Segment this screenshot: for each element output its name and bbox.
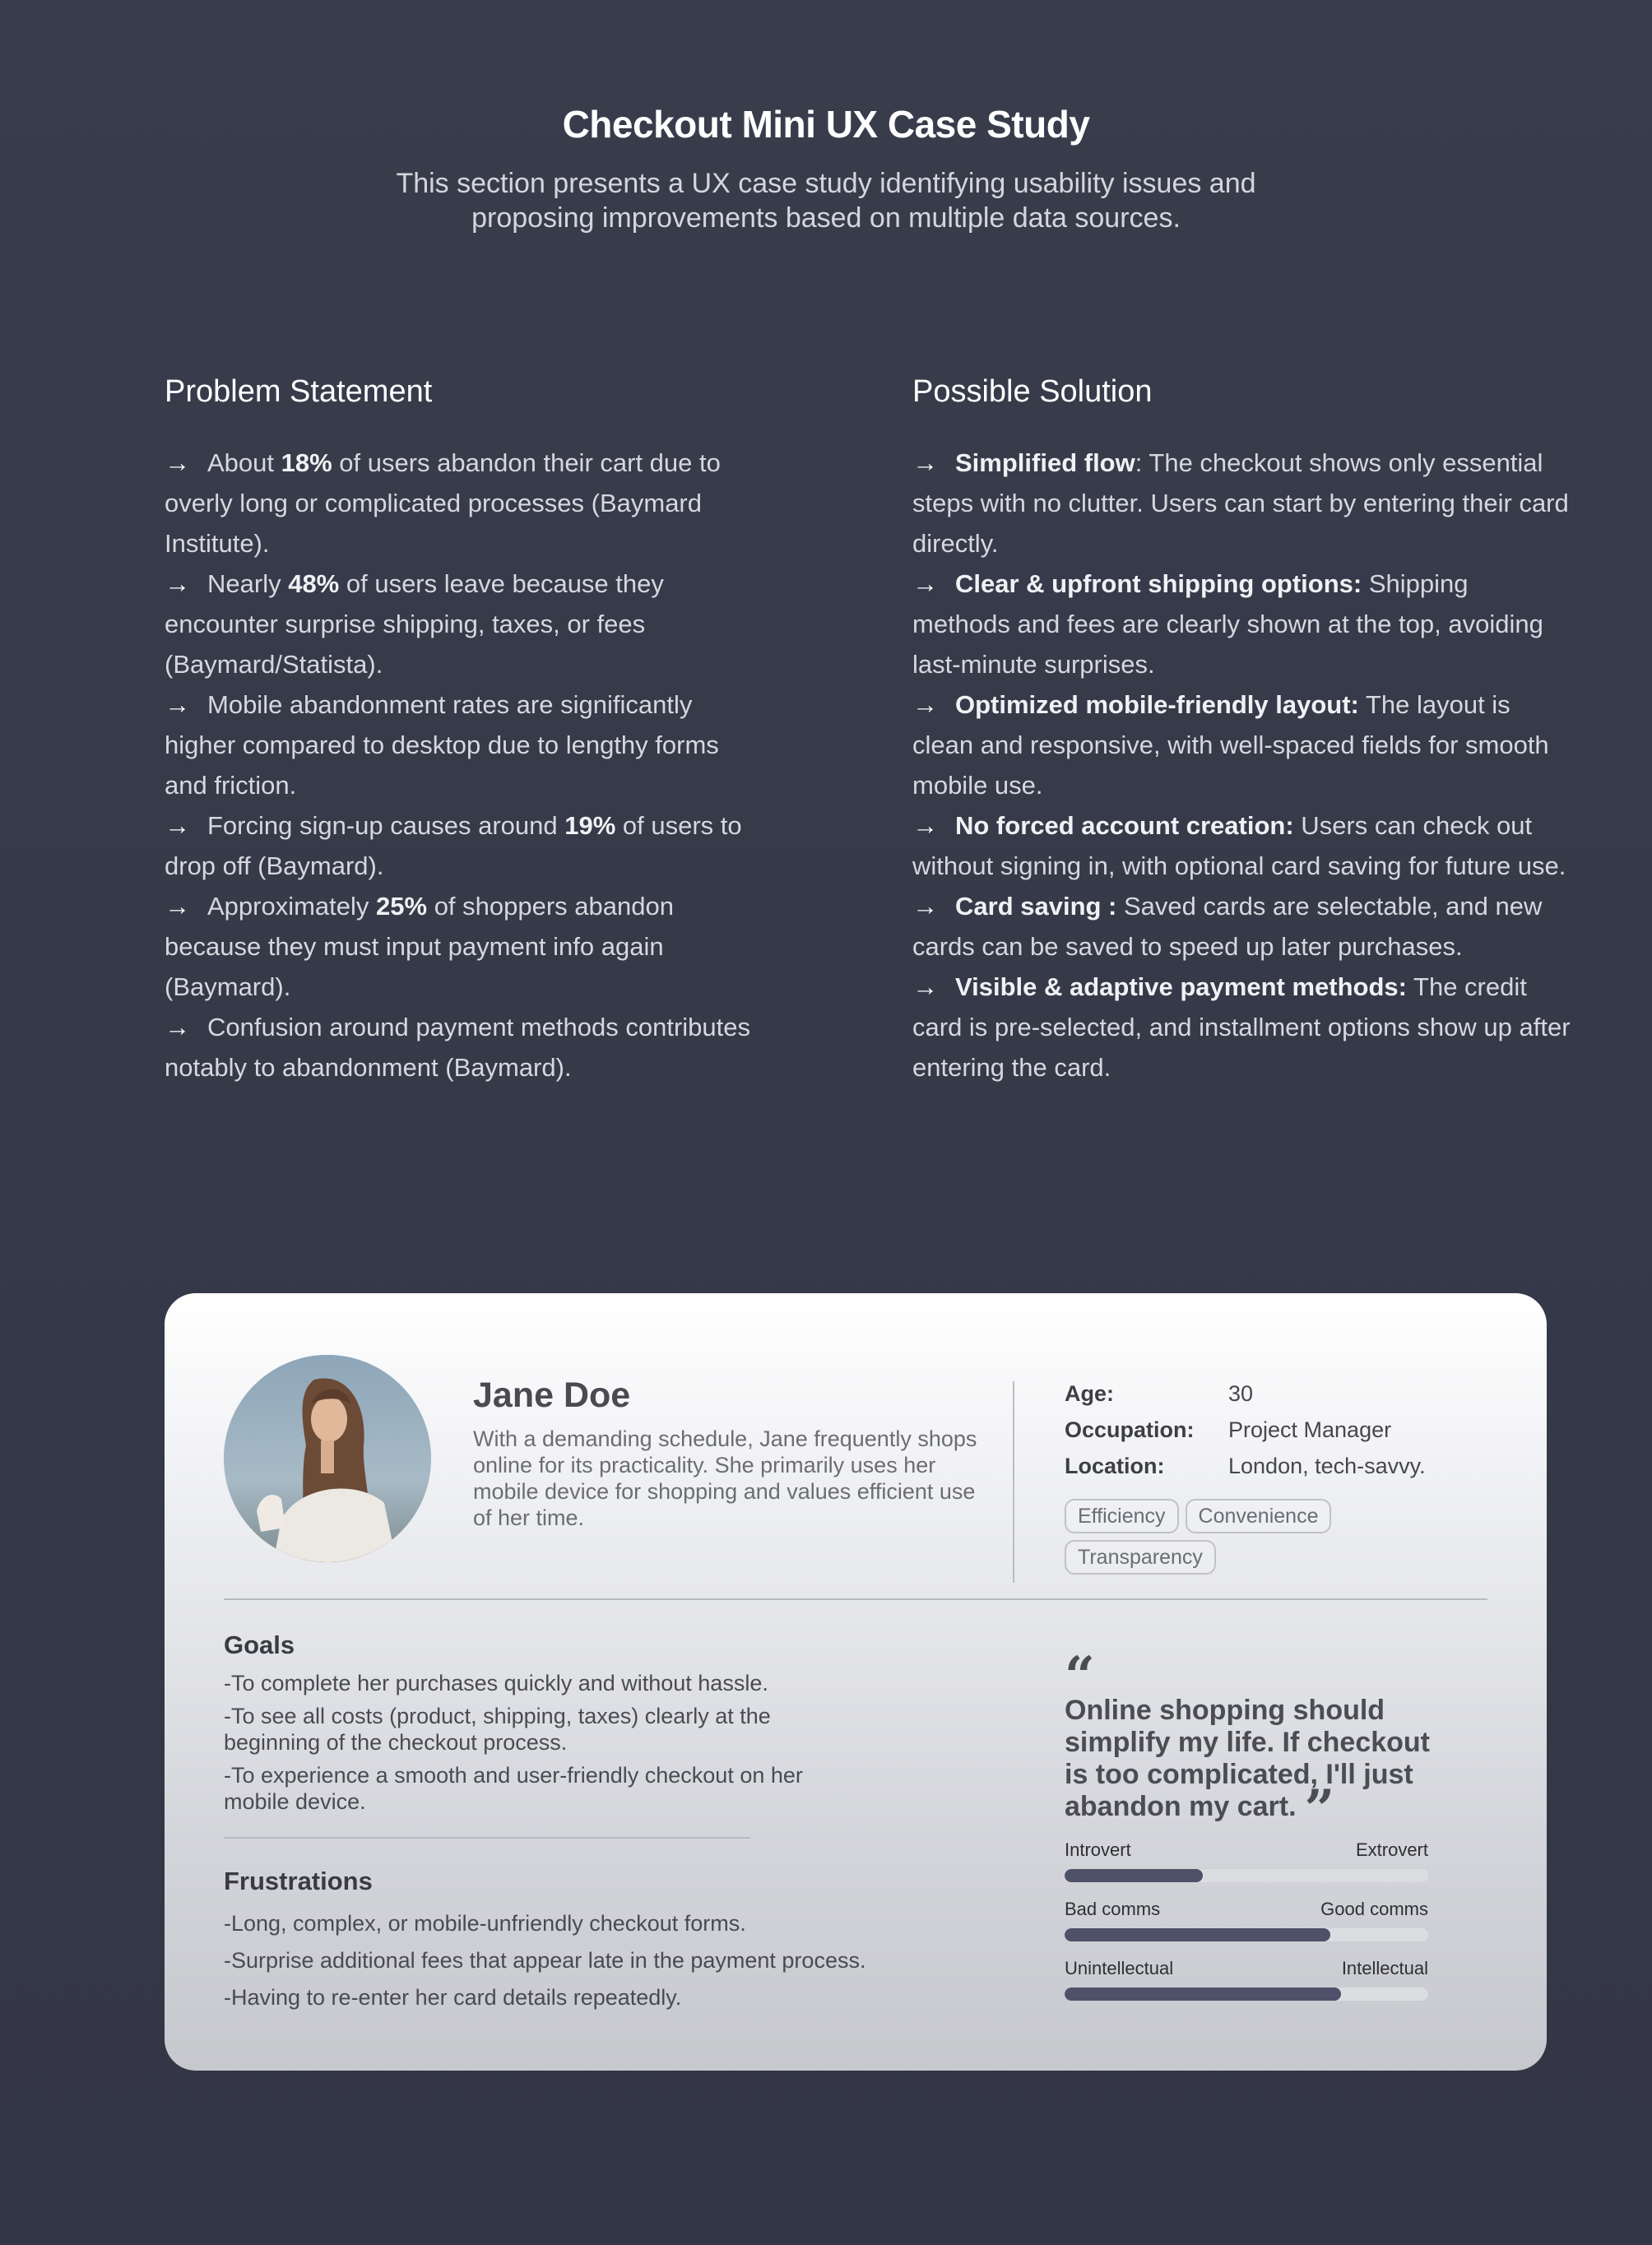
problem-item-post: of users to drop off (Baymard).	[165, 811, 742, 880]
fact-value: 30	[1228, 1381, 1254, 1406]
trait-track	[1065, 1869, 1428, 1882]
solution-item	[912, 564, 1571, 684]
persona-facts	[1065, 1375, 1426, 1484]
quote-text: Online shopping should simplify my life. If checkout is too complicated, I'll just abandon my cart.	[1065, 1695, 1431, 1822]
trait-fill	[1065, 1869, 1203, 1882]
solution-item	[912, 684, 1571, 805]
personality-sliders	[1065, 1839, 1428, 2017]
page-subtitle: This section presents a UX case study identifying usability issues and proposing improvements based on multiple data sources.	[396, 168, 1256, 234]
solution-item	[912, 443, 1571, 564]
solution-item-bold: No forced account creation:	[955, 811, 1294, 840]
goals-title: Goals	[224, 1630, 295, 1659]
avatar	[224, 1355, 431, 1562]
problem-item	[165, 886, 757, 1007]
right-arrow-icon: →	[912, 448, 938, 477]
frustrations-title: Frustrations	[224, 1867, 373, 1895]
fact-occupation	[1065, 1412, 1426, 1448]
fact-age	[1065, 1375, 1426, 1412]
solution-item-post: The layout is clean and responsive, with well-spaced fields for smooth mobile use.	[912, 690, 1549, 800]
right-arrow-icon: →	[165, 1013, 190, 1041]
open-quote-icon: “	[1065, 1645, 1095, 1707]
solution-item-bold: Simplified flow	[955, 448, 1135, 477]
right-arrow-icon: →	[165, 569, 190, 598]
problem-statement-title: Problem Statement	[165, 374, 433, 409]
solution-item-bold: Optimized mobile-friendly layout:	[955, 690, 1359, 719]
problem-item-post: of users leave because they encounter surprise shipping, taxes, or fees (Baymard/Statista).	[165, 569, 664, 679]
trait-left-label: Bad comms	[1065, 1899, 1161, 1919]
problem-statement-section	[165, 374, 757, 1088]
tag-efficiency: Efficiency	[1065, 1499, 1179, 1533]
problem-item-bold: 18%	[281, 448, 332, 477]
trait-slider-introvert-extrovert	[1065, 1839, 1428, 1882]
persona-name: Jane Doe	[473, 1375, 631, 1415]
tag-transparency: Transparency	[1065, 1540, 1216, 1575]
problem-item	[165, 564, 757, 684]
solution-list	[912, 443, 1571, 1088]
header	[0, 102, 1652, 235]
right-arrow-icon: →	[912, 811, 938, 840]
possible-solution-title: Possible Solution	[912, 374, 1153, 409]
persona-bio: With a demanding schedule, Jane frequently shops online for its practicality. She primarily uses her mobile device for shopping and values efficient use of her time.	[473, 1426, 977, 1530]
avatar-photo	[224, 1355, 431, 1562]
fact-value: Project Manager	[1228, 1417, 1392, 1442]
problem-item-pre: Approximately	[207, 892, 377, 921]
fact-location	[1065, 1448, 1426, 1484]
trait-fill	[1065, 1988, 1341, 2001]
trait-track	[1065, 1928, 1428, 1941]
solution-item	[912, 886, 1571, 967]
right-arrow-icon: →	[912, 892, 938, 921]
right-arrow-icon: →	[165, 892, 190, 921]
solution-item-bold: Card saving :	[955, 892, 1117, 921]
section-divider	[224, 1837, 750, 1839]
problem-item-pre: Mobile abandonment rates are significantly higher compared to desktop due to lengthy forms and friction.	[165, 690, 719, 800]
problem-item-bold: 25%	[376, 892, 428, 921]
right-arrow-icon: →	[912, 690, 938, 719]
problem-item-pre: Forcing sign-up causes around	[207, 811, 565, 840]
trait-fill	[1065, 1928, 1330, 1941]
persona-quote	[1065, 1645, 1459, 1840]
trait-track	[1065, 1988, 1428, 2001]
right-arrow-icon: →	[165, 690, 190, 719]
trait-slider-comms	[1065, 1899, 1428, 1941]
fact-label: Occupation:	[1065, 1417, 1195, 1442]
goal-item: -To complete her purchases quickly and without hassle.	[224, 1671, 768, 1695]
problem-item-pre: Confusion around payment methods contributes notably to abandonment (Baymard).	[165, 1013, 751, 1082]
tag-convenience: Convenience	[1186, 1499, 1332, 1533]
solution-item-bold: Clear & upfront shipping options:	[955, 569, 1362, 598]
problem-item-post: of users abandon their cart due to overly long or complicated processes (Baymard Institute).	[165, 448, 721, 558]
right-arrow-icon: →	[165, 448, 190, 477]
fact-label: Location:	[1065, 1454, 1165, 1478]
problem-item	[165, 1007, 757, 1088]
frustration-item: -Long, complex, or mobile-unfriendly checkout forms.	[224, 1911, 746, 1936]
problem-item-bold: 19%	[564, 811, 616, 840]
frustrations-list	[224, 1905, 964, 2016]
trait-right-label: Intellectual	[1341, 1958, 1428, 1978]
persona-tags	[1065, 1499, 1443, 1575]
solution-item	[912, 967, 1571, 1088]
solution-item	[912, 805, 1571, 886]
solution-item-post: The credit card is pre-selected, and installment options show up after entering the card.	[912, 972, 1571, 1082]
goals-list	[224, 1670, 849, 1821]
trait-left-label: Introvert	[1065, 1839, 1131, 1860]
problem-item-pre: Nearly	[207, 569, 289, 598]
goal-item: -To experience a smooth and user-friendly checkout on her mobile device.	[224, 1763, 803, 1814]
right-arrow-icon: →	[165, 811, 190, 840]
problem-item	[165, 684, 757, 805]
trait-right-label: Good comms	[1320, 1899, 1428, 1919]
goal-item: -To see all costs (product, shipping, taxes) clearly at the beginning of the checkout process.	[224, 1704, 771, 1755]
page-title: Checkout Mini UX Case Study	[562, 103, 1090, 146]
problem-item-bold: 48%	[288, 569, 340, 598]
close-quote-icon: ”	[1304, 1779, 1335, 1840]
right-arrow-icon: →	[912, 972, 938, 1001]
horizontal-divider	[224, 1598, 1487, 1600]
solution-item-post: Saved cards are selectable, and new cards can be saved to speed up later purchases.	[912, 892, 1543, 961]
trait-left-label: Unintellectual	[1065, 1958, 1174, 1978]
vertical-divider	[1013, 1381, 1014, 1583]
solution-item-post: Shipping methods and fees are clearly shown at the top, avoiding last-minute surprises.	[912, 569, 1543, 679]
fact-label: Age:	[1065, 1381, 1114, 1406]
solution-item-post: Users can check out without signing in, with optional card saving for future use.	[912, 811, 1566, 880]
trait-right-label: Extrovert	[1355, 1839, 1428, 1860]
frustration-item: -Having to re-enter her card details repeatedly.	[224, 1985, 682, 2010]
solution-item-bold: Visible & adaptive payment methods:	[955, 972, 1407, 1001]
trait-slider-intellectual	[1065, 1958, 1428, 2001]
problem-item-post: of shoppers abandon because they must input payment info again (Baymard).	[165, 892, 674, 1001]
persona-card	[165, 1293, 1547, 2071]
frustration-item: -Surprise additional fees that appear late in the payment process.	[224, 1948, 866, 1973]
possible-solution-section	[912, 374, 1571, 1088]
solution-item-post: : The checkout shows only essential steps with no clutter. Users can start by entering their card directly.	[912, 448, 1569, 558]
right-arrow-icon: →	[912, 569, 938, 598]
problem-list	[165, 443, 757, 1088]
problem-item	[165, 805, 757, 886]
fact-value: London, tech-savvy.	[1228, 1454, 1426, 1478]
problem-item	[165, 443, 757, 564]
problem-item-pre: About	[207, 448, 281, 477]
